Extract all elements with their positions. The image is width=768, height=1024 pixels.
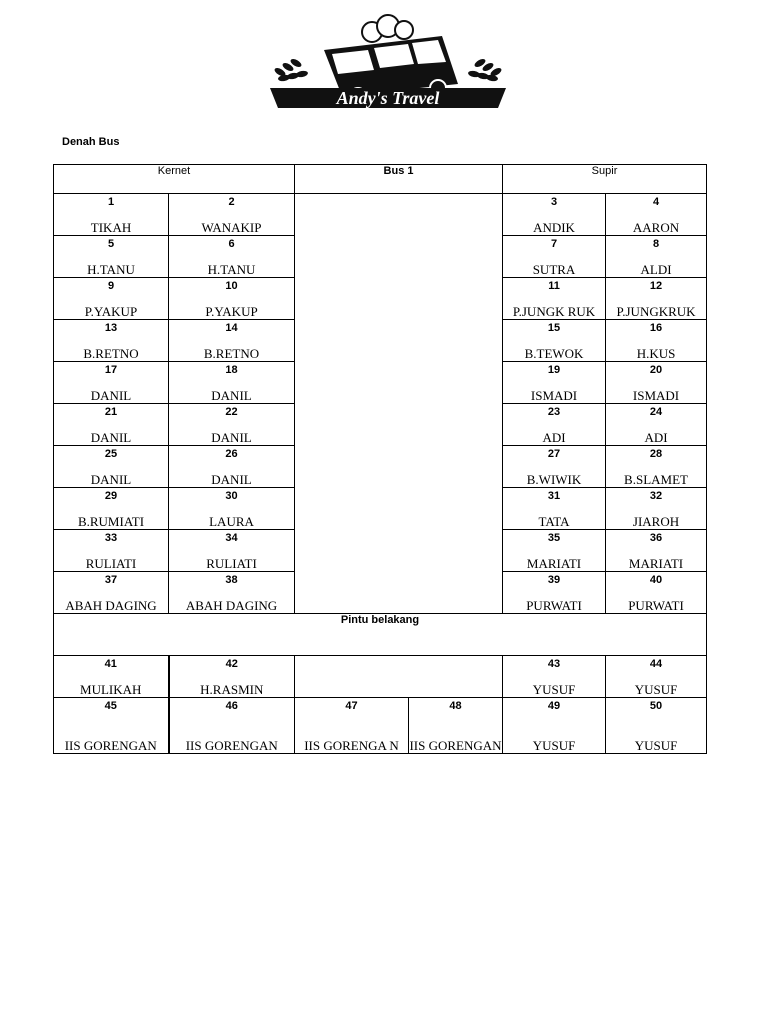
aisle: [295, 236, 503, 278]
seat-cell: [54, 362, 169, 404]
passenger-name: ALDI: [640, 262, 672, 277]
seat-cell: [54, 488, 169, 530]
seat-cell: [54, 530, 169, 572]
seat-number: 21: [104, 406, 118, 418]
seat-number: 9: [107, 280, 115, 292]
passenger-name: YUSUF: [634, 682, 678, 697]
seat-cell: [169, 320, 295, 362]
passenger-name: DANIL: [90, 430, 132, 445]
aisle: [295, 278, 503, 320]
seat-cell: [169, 278, 295, 320]
seat-cell: [54, 320, 169, 362]
passenger-name: RULIATI: [206, 556, 257, 571]
passenger-name: JIAROH: [632, 514, 680, 529]
seat-row: [54, 488, 707, 530]
passenger-name: B.SLAMET: [624, 472, 688, 487]
seat-number: 4: [652, 196, 660, 208]
seat-number: 40: [649, 574, 663, 586]
passenger-name: PURWATI: [628, 598, 684, 613]
seat-number: 39: [547, 574, 561, 586]
passenger-name: IIS GORENGA N: [304, 738, 399, 753]
passenger-name: ADI: [644, 430, 668, 445]
seat-cell: [169, 488, 295, 530]
seat-number: 47: [345, 700, 358, 712]
seat-cell: [503, 530, 606, 572]
passenger-name: H.TANU: [207, 262, 256, 277]
passenger-name: B.WIWIK: [526, 472, 582, 487]
seat-number: 32: [649, 490, 663, 502]
seat-cell: [503, 488, 606, 530]
seat-number: 19: [547, 364, 561, 376]
seat-row: [54, 698, 707, 754]
seat-row: [54, 572, 707, 614]
passenger-name: TIKAH: [90, 220, 132, 235]
header-row: [54, 165, 707, 194]
aisle: [295, 194, 503, 236]
seat-cell: [169, 194, 295, 236]
passenger-name: DANIL: [211, 472, 252, 487]
seat-number: 20: [649, 364, 663, 376]
seat-number: 14: [225, 322, 238, 334]
seat-number: 11: [548, 280, 560, 292]
passenger-name: P.JUNGK RUK: [512, 304, 596, 319]
seat-cell: [606, 362, 707, 404]
seat-number: 18: [225, 364, 238, 376]
seat-row: [54, 446, 707, 488]
seat-number: 25: [104, 448, 118, 460]
passenger-name: YUSUF: [532, 682, 576, 697]
rear-door-row: [54, 614, 707, 656]
seat-number: 37: [104, 574, 118, 586]
seat-row: [54, 530, 707, 572]
seat-cell: [169, 698, 295, 754]
seat-cell: [54, 446, 169, 488]
passenger-name: H.TANU: [87, 262, 135, 277]
seat-cell: [169, 404, 295, 446]
seat-number: 33: [104, 532, 118, 544]
seat-cell: [606, 194, 707, 236]
seat-cell: [606, 446, 707, 488]
seat-cell: [503, 362, 606, 404]
seat-cell: [169, 446, 295, 488]
passenger-name: LAURA: [209, 514, 254, 529]
seat-number: 35: [547, 532, 561, 544]
seat-number: 22: [225, 406, 238, 418]
aisle: [295, 404, 503, 446]
seat-number: 24: [649, 406, 663, 418]
passenger-name: ANDIK: [533, 220, 575, 235]
passenger-name: YUSUF: [634, 738, 678, 753]
passenger-name: B.RETNO: [83, 346, 139, 361]
passenger-name: MARIATI: [628, 556, 684, 571]
seat-cell: [606, 698, 707, 754]
seat-number: 48: [449, 700, 462, 712]
seat-number: 2: [228, 196, 235, 208]
seat-cell: [606, 530, 707, 572]
aisle: [295, 488, 503, 530]
passenger-name: ABAH DAGING: [185, 598, 278, 613]
seat-number: 31: [547, 490, 561, 502]
seat-number: 38: [225, 574, 238, 586]
seat-cell: [606, 320, 707, 362]
aisle: [295, 320, 503, 362]
passenger-name: IIS GORENGAN: [185, 738, 278, 753]
aisle: [295, 656, 503, 698]
passenger-name: MARIATI: [526, 556, 582, 571]
seat-cell: [503, 656, 606, 698]
seat-cell: [54, 236, 169, 278]
seat-number: 23: [547, 406, 561, 418]
passenger-name: B.RETNO: [203, 346, 260, 361]
aisle: [295, 446, 503, 488]
passenger-name: IIS GORENGAN: [409, 738, 502, 753]
seat-number: 7: [550, 238, 558, 250]
seat-cell: [295, 698, 409, 754]
seat-number: 17: [104, 364, 118, 376]
aisle: [295, 572, 503, 614]
passenger-name: ISMADI: [632, 388, 680, 403]
passenger-name: H.KUS: [636, 346, 676, 361]
passenger-name: PURWATI: [526, 598, 582, 613]
seat-number: 8: [652, 238, 660, 250]
passenger-name: AARON: [632, 220, 680, 235]
seat-number: 10: [225, 280, 238, 292]
seat-cell: [169, 656, 295, 698]
seat-number: 30: [225, 490, 238, 502]
seat-cell: [169, 236, 295, 278]
seat-cell: [169, 530, 295, 572]
seat-cell: [503, 698, 606, 754]
seat-cell: [54, 194, 169, 236]
seat-number: 16: [649, 322, 663, 334]
passenger-name: IIS GORENGAN: [64, 738, 157, 753]
seat-cell: [503, 404, 606, 446]
seat-row: [54, 194, 707, 236]
seat-cell: [503, 446, 606, 488]
wheat-right-icon: [468, 57, 503, 82]
seat-number: 42: [225, 658, 238, 670]
passenger-name: DANIL: [90, 472, 132, 487]
seat-cell: [606, 236, 707, 278]
aisle: [295, 530, 503, 572]
seat-number: 13: [104, 322, 118, 334]
seat-cell: [606, 404, 707, 446]
seat-number: 34: [225, 532, 238, 544]
seat-cell: [54, 698, 169, 754]
passenger-name: H.RASMIN: [200, 682, 264, 697]
seat-cell: [503, 236, 606, 278]
seat-row: [54, 656, 707, 698]
passenger-name: TATA: [538, 514, 570, 529]
seat-number: 49: [547, 700, 561, 712]
passenger-name: ADI: [542, 430, 566, 445]
wheat-left-icon: [273, 57, 308, 82]
section-title: Denah Bus: [62, 136, 120, 148]
passenger-name: SUTRA: [532, 262, 576, 277]
seat-number: 43: [547, 658, 561, 670]
bus-label: Bus 1: [295, 165, 503, 194]
aisle: [295, 362, 503, 404]
seat-cell: [503, 278, 606, 320]
seat-number: 29: [104, 490, 118, 502]
seat-cell: [606, 488, 707, 530]
seat-row: [54, 236, 707, 278]
seat-number: 6: [228, 238, 235, 250]
seat-number: 5: [107, 238, 115, 250]
passenger-name: P.JUNGKRUK: [616, 304, 696, 319]
seat-number: 36: [649, 532, 663, 544]
passenger-name: DANIL: [90, 388, 132, 403]
passenger-name: P.YAKUP: [205, 304, 258, 319]
seat-number: 44: [649, 658, 663, 670]
seat-cell: [606, 572, 707, 614]
seat-cell: [606, 278, 707, 320]
seat-number: 28: [649, 448, 663, 460]
passenger-name: ABAH DAGING: [65, 598, 157, 613]
seat-cell: [409, 698, 503, 754]
kernet-label: Kernet: [54, 165, 295, 194]
seat-cell: [503, 320, 606, 362]
svg-text:Andy's Travel: Andy's Travel: [336, 88, 440, 108]
andys-travel-logo: [262, 10, 514, 114]
seat-number: 26: [225, 448, 238, 460]
seat-cell: [169, 572, 295, 614]
passenger-name: DANIL: [211, 388, 252, 403]
seat-cell: [54, 278, 169, 320]
seat-number: 15: [547, 322, 561, 334]
seat-row: [54, 404, 707, 446]
seat-row: [54, 278, 707, 320]
seat-cell: [54, 404, 169, 446]
passenger-name: B.TEWOK: [524, 346, 584, 361]
seat-number: 41: [104, 658, 117, 670]
seat-number: 12: [649, 280, 663, 292]
seat-cell: [54, 572, 169, 614]
passenger-name: DANIL: [211, 430, 252, 445]
passenger-name: B.RUMIATI: [77, 514, 145, 529]
seat-cell: [54, 656, 169, 698]
seat-cell: [503, 194, 606, 236]
seat-row: [54, 362, 707, 404]
passenger-name: RULIATI: [85, 556, 137, 571]
passenger-name: WANAKIP: [201, 220, 262, 235]
seat-number: 3: [550, 196, 558, 208]
seat-number: 27: [547, 448, 561, 460]
seat-number: 45: [104, 700, 117, 712]
seat-row: [54, 320, 707, 362]
passenger-name: MULIKAH: [80, 682, 142, 697]
bus-seat-map: [53, 164, 707, 754]
rear-door-label: Pintu belakang: [54, 614, 707, 656]
seat-cell: [606, 656, 707, 698]
supir-label: Supir: [503, 165, 707, 194]
passenger-name: YUSUF: [532, 738, 576, 753]
passenger-name: ISMADI: [530, 388, 578, 403]
passenger-name: P.YAKUP: [84, 304, 138, 319]
smoke-icon: [362, 15, 413, 42]
seat-number: 46: [225, 700, 238, 712]
seat-cell: [503, 572, 606, 614]
seat-number: 50: [649, 700, 663, 712]
seat-number: 1: [107, 196, 115, 208]
seat-cell: [169, 362, 295, 404]
